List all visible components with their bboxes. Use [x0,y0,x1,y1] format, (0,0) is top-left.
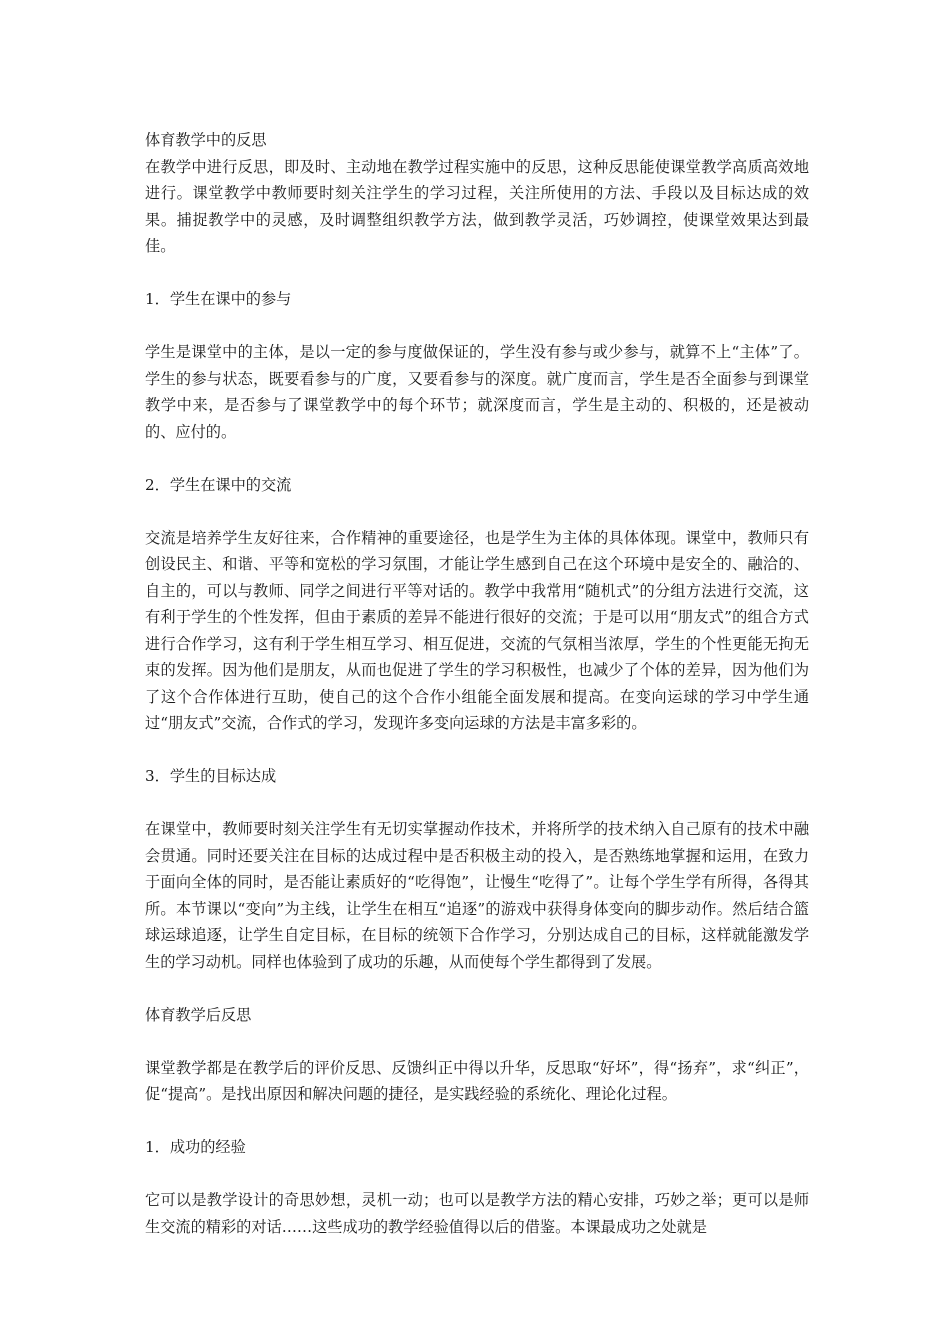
part-2-intro-paragraph: 课堂教学都是在教学后的评价反思、反馈纠正中得以升华，反思取“好坏”，得“扬弃”，求“纠正”，促“提高”。是找出原因和解决问题的捷径，是实践经验的系统化、理论化过程。 [145,1058,809,1103]
part-2-title: 体育教学后反思 [145,1005,252,1024]
section-1-paragraph: 学生是课堂中的主体，是以一定的参与度做保证的，学生没有参与或少参与，就算不上“主体”了。学生的参与状态，既要看参与的广度，又要看参与的深度。就广度而言，学生是否全面参与到课堂教学中来，是否参与了课堂教学中的每个环节；就深度而言，学生是主动的、积极的，还是被动的、应付的。 [145,343,809,441]
document-title: 体育教学中的反思 [145,131,267,149]
section-2-paragraph: 交流是培养学生友好往来，合作精神的重要途径，也是学生为主体的具体体现。课堂中，教师只有创设民主、和谐、平等和宽松的学习氛围，才能让学生感到自己在这个环境中是安全的、融洽的、自主的，可以与教师、同学之间进行平等对话的。教学中我常用“随机式”的分组方法进行交流，这有利于学生的个性发挥，但由于素质的差异不能进行很好的交流；于是可以用“朋友式”的组合方式进行合作学习，这有利于学生相互学习、相互促进，交流的气氛相当浓厚，学生的个性更能无拘无束的发挥。因为他们是朋友，从而也促进了学生的学习积极性，也减少了个体的差异，因为他们为了这个合作体进行互助，使自己的这个合作小组能全面发展和提高。在变向运球的学习中学生通过“朋友式”交流，合作式的学习，发现许多变向运球的方法是丰富多彩的。 [145,528,809,732]
spacer [145,1108,809,1135]
document-body [145,127,809,1240]
section-2-heading: 2．学生在课中的交流 [145,475,292,494]
spacer [145,790,809,817]
spacer [145,1028,809,1055]
spacer [145,313,809,340]
part-2-section-1-paragraph: 它可以是教学设计的奇思妙想，灵机一动；也可以是教学方法的精心安排，巧妙之举；更可以是师生交流的精彩的对话……这些成功的教学经验值得以后的借鉴。本课最成功之处就是 [145,1191,809,1236]
spacer [145,445,809,472]
spacer [145,737,809,764]
part-2-section-1-heading: 1．成功的经验 [145,1138,246,1156]
spacer [145,975,809,1002]
section-3-heading: 3．学生的目标达成 [145,767,277,785]
section-3-paragraph: 在课堂中，教师要时刻关注学生有无切实掌握动作技术，并将所学的技术纳入自己原有的技术中融会贯通。同时还要关注在目标的达成过程中是否积极主动的投入，是否熟练地掌握和运用，在致力于面向全体的同时，是否能让素质好的“吃得饱”，让慢生“吃得了”。让每个学生学有所得，各得其所。本节课以“变向”为主线，让学生在相互“追逐”的游戏中获得身体变向的脚步动作。然后结合篮球运球追逐，让学生自定目标，在目标的统领下合作学习，分别达成自己的目标，这样就能激发学生的学习动机。同样也体验到了成功的乐趣，从而使每个学生都得到了发展。 [145,820,809,971]
section-1-heading: 1．学生在课中的参与 [145,290,292,308]
spacer [145,498,809,525]
spacer [145,1161,809,1188]
intro-paragraph: 在教学中进行反思，即及时、主动地在教学过程实施中的反思，这种反思能使课堂教学高质高效地进行。课堂教学中教师要时刻关注学生的学习过程，关注所使用的方法、手段以及目标达成的效果。捕捉教学中的灵感，及时调整组织教学方法，做到教学灵活，巧妙调控，使课堂效果达到最佳。 [145,157,809,255]
spacer [145,260,809,287]
